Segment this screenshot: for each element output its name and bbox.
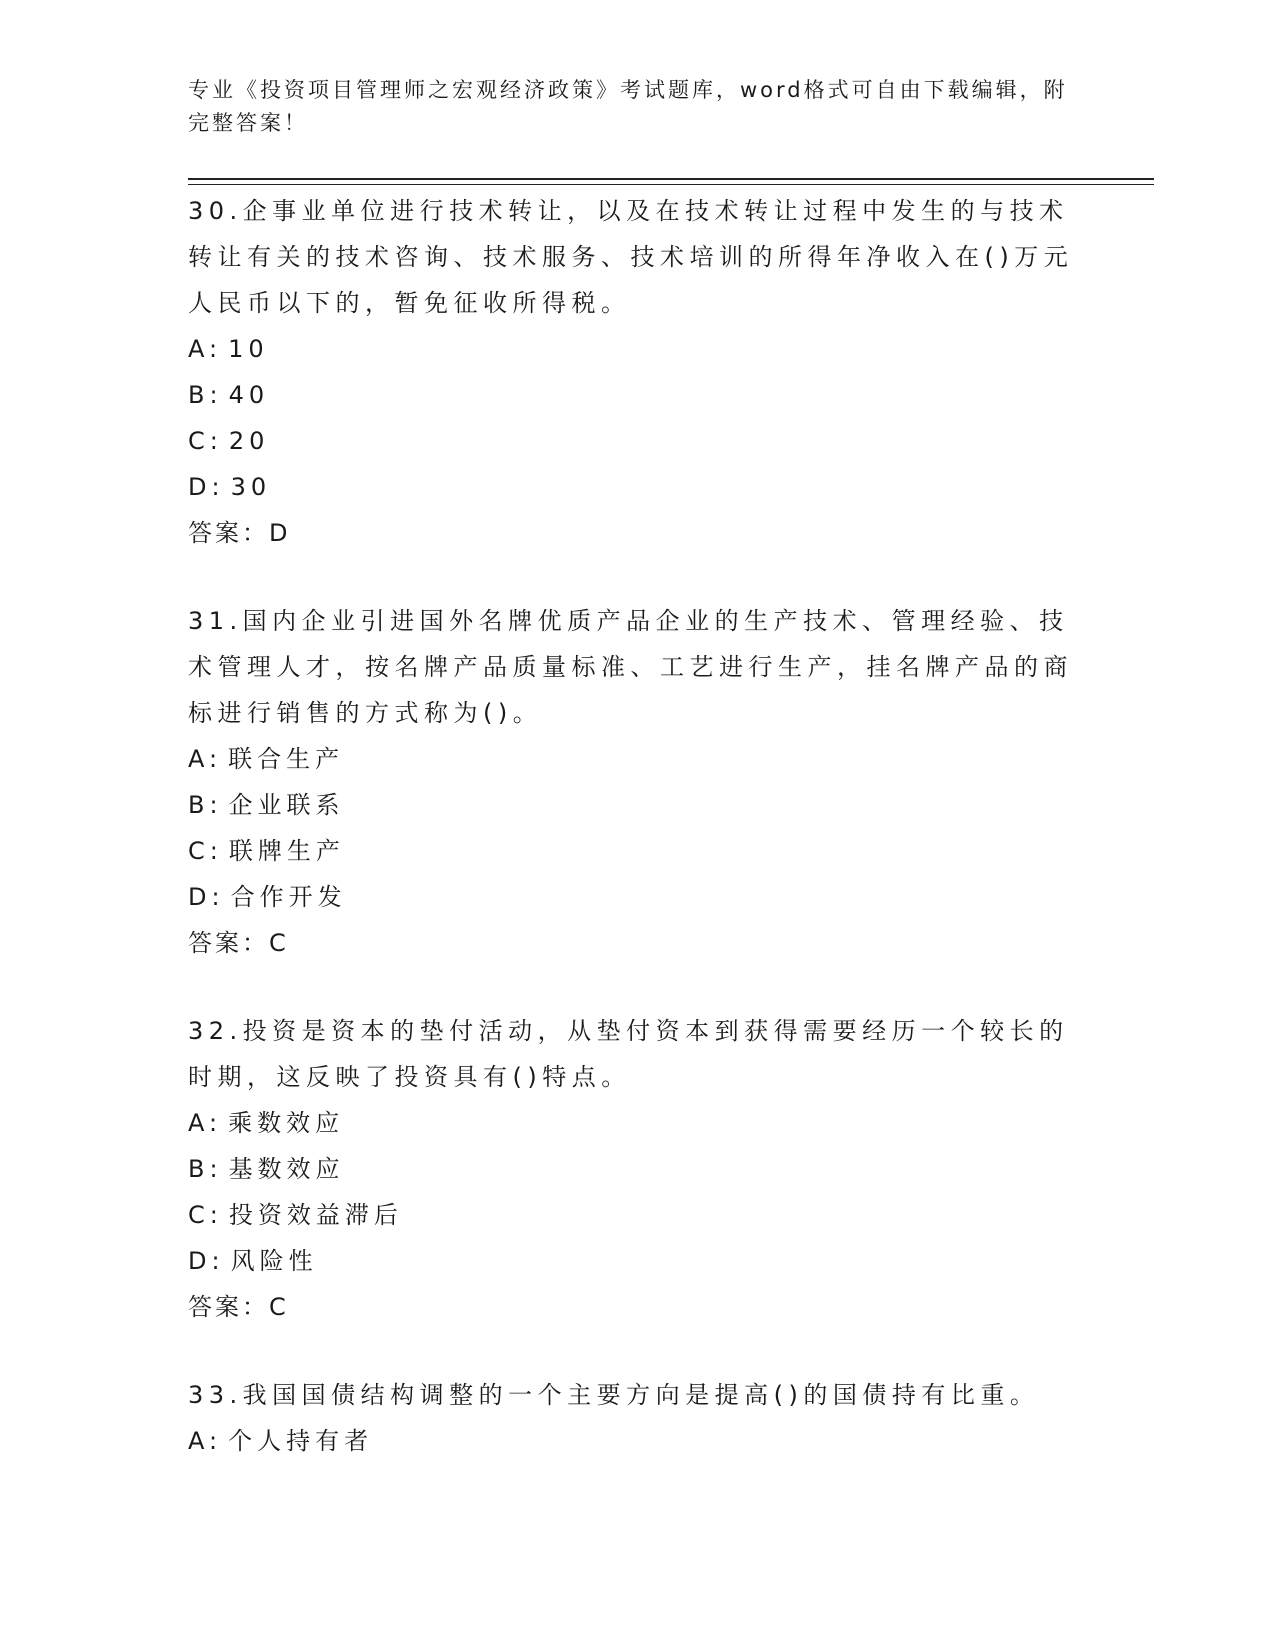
option-text: 合作开发: [230, 883, 347, 911]
option-label: C:: [188, 1201, 223, 1229]
question-stem: [188, 1008, 1078, 1100]
option-text: 个人持有者: [228, 1427, 374, 1455]
option-text: 40: [228, 381, 270, 409]
option-text: 投资效益滞后: [228, 1201, 403, 1229]
question-text: 投资是资本的垫付活动，从垫付资本到获得需要经历一个较长的时期，这反映了投资具有()特点。: [188, 1017, 1069, 1091]
option-a: [188, 736, 1088, 782]
option-label: B:: [188, 791, 223, 819]
option-c: [188, 418, 1088, 464]
option-text: 企业联系: [228, 791, 345, 819]
question-stem: [188, 188, 1078, 326]
option-label: A:: [188, 1109, 223, 1137]
question-32: [188, 1008, 1088, 1330]
option-label: A:: [188, 745, 223, 773]
option-b: [188, 372, 1088, 418]
option-c: [188, 828, 1088, 874]
option-c: [188, 1192, 1088, 1238]
option-text: 基数效应: [228, 1155, 345, 1183]
option-a: [188, 1100, 1088, 1146]
question-33: [188, 1372, 1088, 1464]
question-number: 30.: [188, 197, 243, 225]
question-text: 我国国债结构调整的一个主要方向是提高()的国债持有比重。: [242, 1381, 1040, 1409]
header-text: 专业《投资项目管理师之宏观经济政策》考试题库，word格式可自由下载编辑，附完整答案！: [188, 78, 1068, 135]
option-b: [188, 1146, 1088, 1192]
header-divider-thick: [188, 178, 1154, 180]
question-list: [188, 188, 1088, 1506]
option-text: 10: [228, 335, 269, 363]
option-label: C:: [188, 837, 223, 865]
question-stem: [188, 598, 1078, 736]
option-label: A:: [188, 335, 223, 363]
option-a: [188, 326, 1088, 372]
option-text: 乘数效应: [228, 1109, 345, 1137]
question-text: 国内企业引进国外名牌优质产品企业的生产技术、管理经验、技术管理人才，按名牌产品质量标准、工艺进行生产，挂名牌产品的商标进行销售的方式称为()。: [188, 607, 1073, 727]
answer-line: 答案：C: [188, 929, 289, 957]
option-label: D:: [188, 1247, 225, 1275]
option-d: [188, 464, 1088, 510]
option-label: D:: [188, 883, 225, 911]
question-text: 企事业单位进行技术转让，以及在技术转让过程中发生的与技术转让有关的技术咨询、技术服务、技术培训的所得年净收入在()万元人民币以下的，暂免征收所得税。: [188, 197, 1074, 317]
option-text: 联牌生产: [228, 837, 345, 865]
question-31: [188, 598, 1088, 966]
option-label: C:: [188, 427, 223, 455]
header-divider-thin: [188, 184, 1154, 185]
option-a: [188, 1418, 1088, 1464]
option-b: [188, 782, 1088, 828]
option-text: 30: [230, 473, 272, 501]
answer-line: 答案：D: [188, 519, 291, 547]
option-label: B:: [188, 1155, 223, 1183]
option-d: [188, 874, 1088, 920]
document-header: [188, 74, 1068, 140]
option-text: 20: [228, 427, 270, 455]
question-number: 33.: [188, 1381, 243, 1409]
question-30: [188, 188, 1088, 556]
question-number: 32.: [188, 1017, 243, 1045]
option-text: 联合生产: [228, 745, 345, 773]
option-label: B:: [188, 381, 223, 409]
option-d: [188, 1238, 1088, 1284]
question-stem: [188, 1372, 1078, 1418]
question-number: 31.: [188, 607, 243, 635]
option-label: A:: [188, 1427, 223, 1455]
answer-line: 答案：C: [188, 1293, 289, 1321]
option-text: 风险性: [230, 1247, 318, 1275]
option-label: D:: [188, 473, 225, 501]
